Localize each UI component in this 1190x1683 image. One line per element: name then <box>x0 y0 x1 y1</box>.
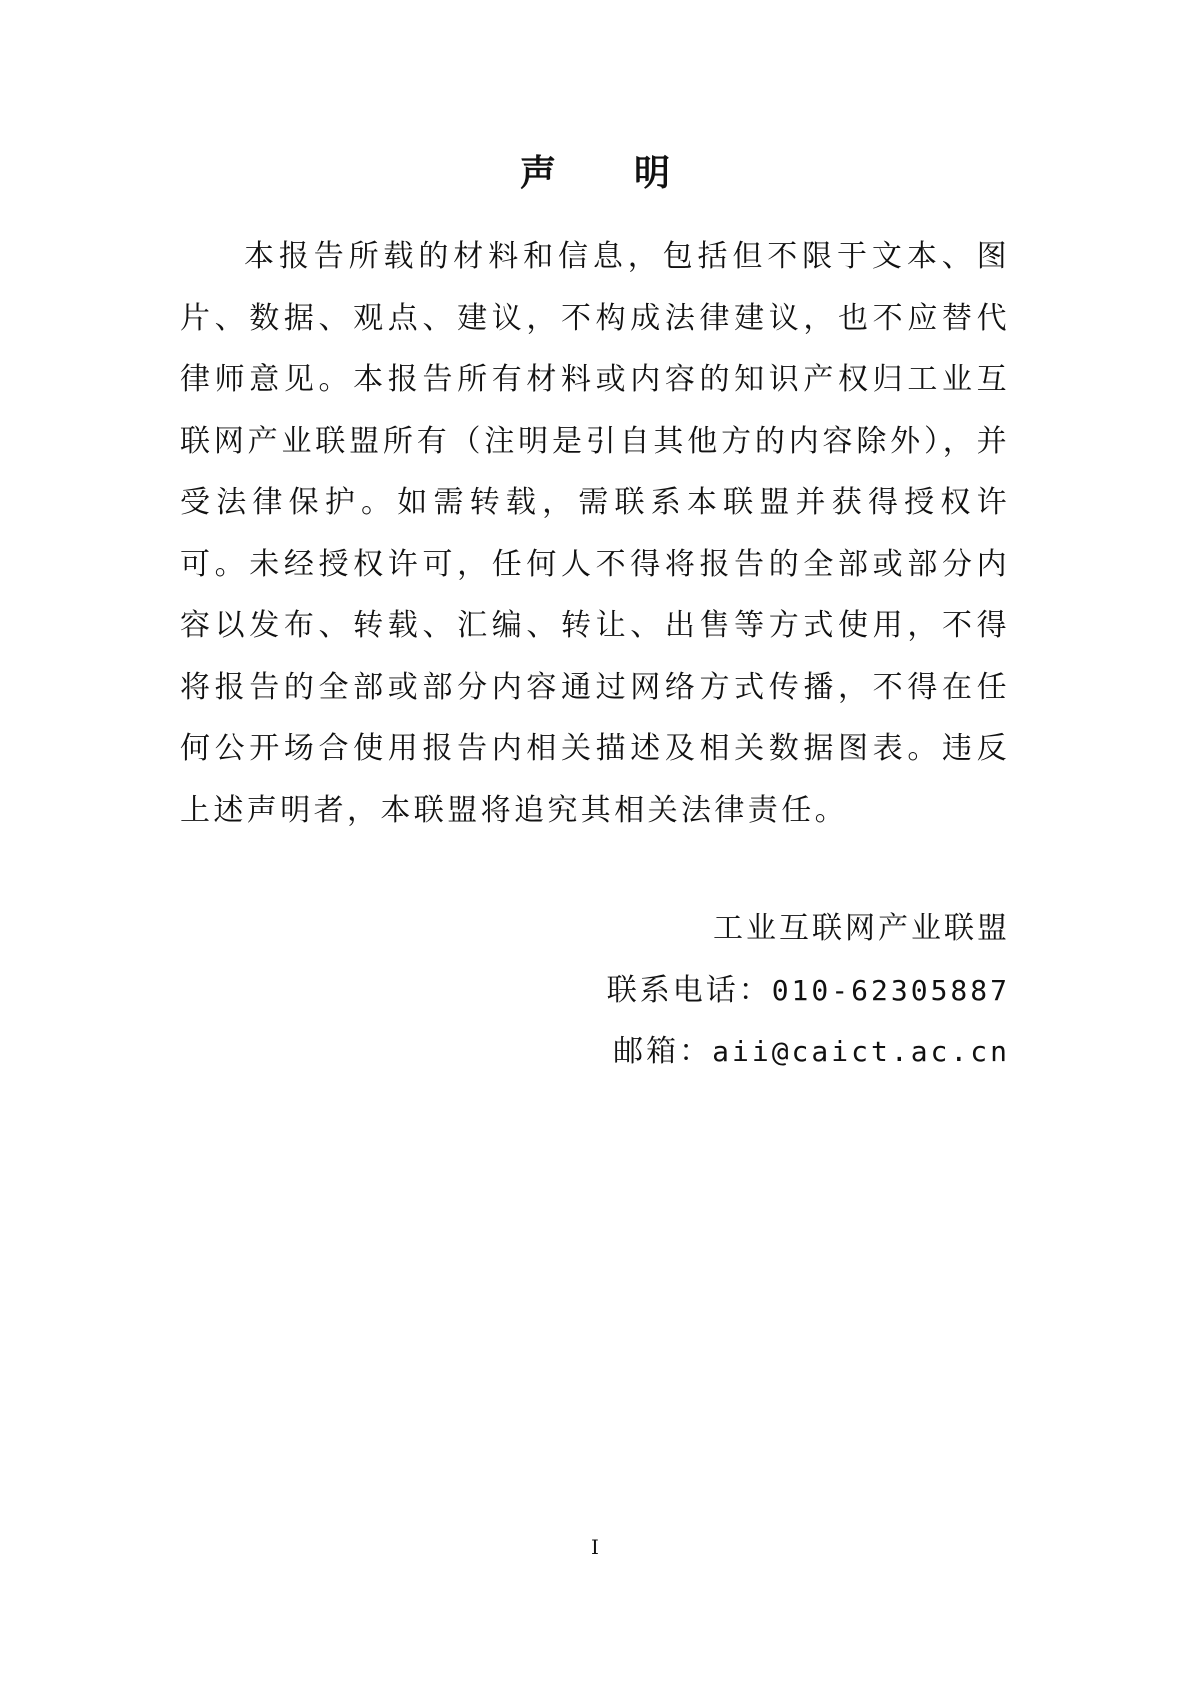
contact-email-label: 邮箱： <box>613 1034 713 1069</box>
organization-name: 工业互联网产业联盟 <box>713 911 1010 946</box>
signature-block <box>607 898 1010 1083</box>
contact-email <box>607 1021 1010 1083</box>
contact-phone-value: 010-62305887 <box>771 973 1010 1007</box>
contact-phone-label: 联系电话： <box>606 972 772 1008</box>
contact-phone <box>607 960 1010 1022</box>
contact-email-value: aii@caict.ac.cn <box>712 1035 1010 1068</box>
disclaimer-paragraph: 本报告所载的材料和信息，包括但不限于文本、图片、数据、观点、建议，不构成法律建议，也不应替代律师意见。本报告所有材料或内容的知识产权归工业互联网产业联盟所有（注明是引自其他方的内容除外），并受法律保护。如需转载，需联系本联盟并获得授权许可。未经授权许可，任何人不得将报告的全部或部分内容以发布、转载、汇编、转让、出售等方式使用，不得将报告的全部或部分内容通过网络方式传播，不得在任何公开场合使用报告内相关描述及相关数据图表。违反上述声明者，本联盟将追究其相关法律责任。 <box>180 239 1010 828</box>
page-title: 声明 <box>519 153 748 194</box>
page-number: I <box>591 1535 599 1559</box>
